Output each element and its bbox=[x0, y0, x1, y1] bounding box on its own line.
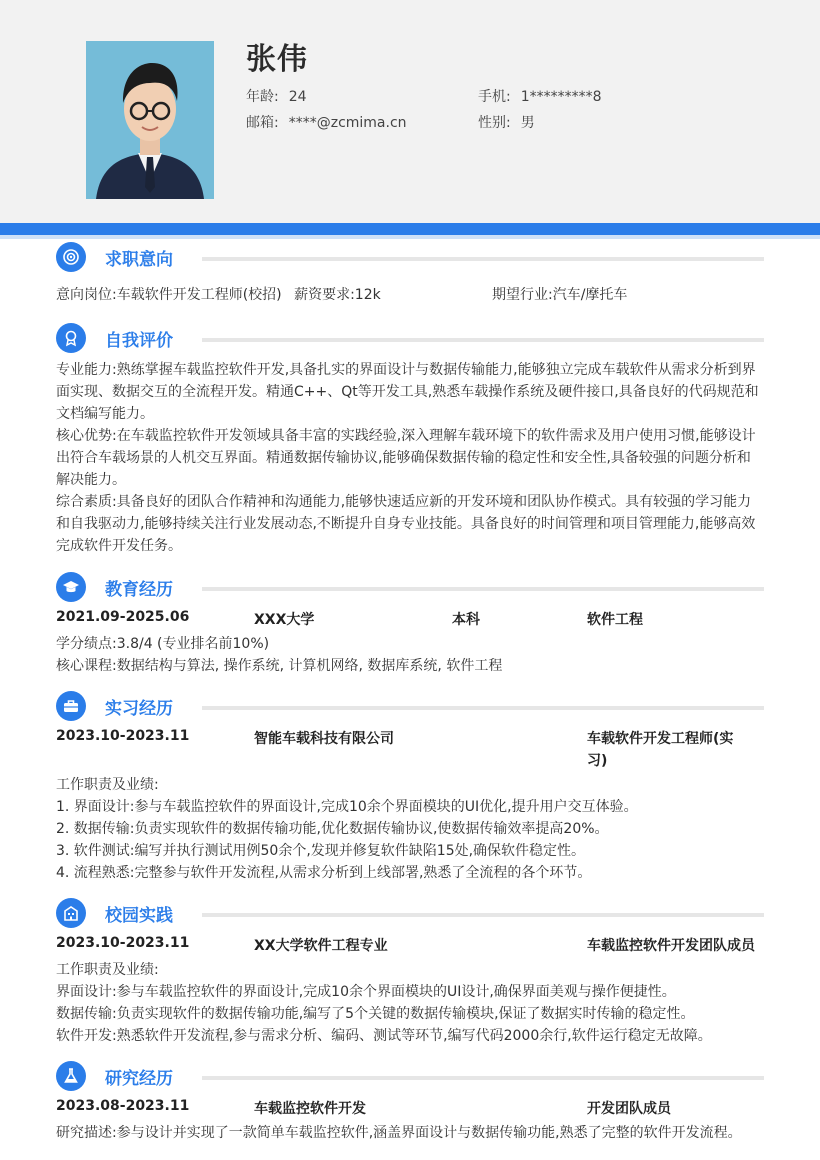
gender-label: 性别: bbox=[478, 115, 511, 131]
gender-info bbox=[478, 112, 535, 132]
campus-period: 2023.10-2023.11 bbox=[56, 935, 190, 951]
internship-role: 车载软件开发工程师(实 bbox=[587, 731, 734, 747]
section-research bbox=[56, 1061, 764, 1093]
job-intent-line bbox=[56, 284, 764, 306]
research-desc: 研究描述:参与设计并实现了一款简单车载监控软件,涵盖界面设计与数据传输功能,熟悉了完整的软件开发流程。 bbox=[56, 1125, 742, 1141]
section-title: 教育经历 bbox=[105, 580, 173, 600]
gender-value: 男 bbox=[520, 115, 535, 131]
section-title: 研究经历 bbox=[105, 1069, 173, 1089]
target-icon bbox=[56, 242, 86, 272]
internship-company: 智能车载科技有限公司 bbox=[254, 731, 394, 747]
self-eval-paragraph: 核心优势:在车载监控软件开发领域具备丰富的实践经验,深入理解车载环境下的软件需求及用户使用习惯,能够设计出符合车载场景的人机交互界面。精通数据传输协议,能够确保数据传输的稳定性和安全性,具备较强的问题分析和解决能力。 bbox=[56, 428, 756, 488]
email-label: 邮箱: bbox=[246, 115, 279, 131]
internship-period: 2023.10-2023.11 bbox=[56, 728, 190, 744]
campus-item: 软件开发:熟悉软件开发流程,参与需求分析、编码、测试等环节,编写代码2000余行,软件运行稳定无故障。 bbox=[56, 1028, 712, 1044]
briefcase-icon bbox=[56, 691, 86, 721]
campus-details bbox=[56, 959, 764, 1047]
internship-details bbox=[56, 774, 764, 884]
email-value: ****@zcmima.cn bbox=[288, 115, 407, 131]
section-internship bbox=[56, 691, 764, 723]
header-accent-stripe bbox=[0, 235, 820, 239]
internship-item: 3. 软件测试:编写并执行测试用例50余个,发现并修复软件缺陷15处,确保软件稳定性。 bbox=[56, 843, 586, 859]
graduation-cap-icon bbox=[56, 572, 86, 602]
age-info bbox=[246, 86, 307, 106]
internship-item: 4. 流程熟悉:完整参与软件开发流程,从需求分析到上线部署,熟悉了全流程的各个环节。 bbox=[56, 865, 592, 881]
internship-item: 1. 界面设计:参与车载监控软件的界面设计,完成10余个界面模块的UI优化,提升用户交互体验。 bbox=[56, 799, 638, 815]
section-education bbox=[56, 572, 764, 604]
section-self-evaluation bbox=[56, 323, 764, 355]
self-eval-paragraph: 专业能力:熟练掌握车载监控软件开发,具备扎实的界面设计与数据传输能力,能够独立完成车载软件从需求分析到界面实现、数据交互的全流程开发。精通C++、Qt等开发工具,熟悉车载操作系统及硬件接口,具备良好的代码规范和文档编写能力。 bbox=[56, 362, 759, 422]
section-divider bbox=[202, 1076, 764, 1080]
section-title: 校园实践 bbox=[105, 906, 173, 926]
building-icon bbox=[56, 898, 86, 928]
profile-photo bbox=[86, 41, 214, 199]
education-major: 软件工程 bbox=[587, 612, 643, 628]
research-role: 开发团队成员 bbox=[587, 1101, 671, 1117]
education-row bbox=[56, 609, 764, 631]
header-accent-bar bbox=[0, 223, 820, 235]
section-divider bbox=[202, 587, 764, 591]
intent-position: 意向岗位:车载软件开发工程师(校招) bbox=[56, 287, 282, 303]
campus-item: 数据传输:负责实现软件的数据传输功能,编写了5个关键的数据传输模块,保证了数据实时传输的稳定性。 bbox=[56, 1006, 695, 1022]
internship-row bbox=[56, 728, 764, 772]
intent-salary: 薪资要求:12k bbox=[294, 287, 381, 303]
self-eval-paragraph: 综合素质:具备良好的团队合作精神和沟通能力,能够快速适应新的开发环境和团队协作模式。具有较强的学习能力和自我驱动力,能够持续关注行业发展动态,不断提升自身专业技能。具备良好的时间管理和项目管理能力,能够高效完成软件开发任务。 bbox=[56, 494, 756, 554]
phone-label: 手机: bbox=[478, 89, 511, 105]
intent-industry: 期望行业:汽车/摩托车 bbox=[492, 287, 628, 303]
research-details bbox=[56, 1122, 764, 1144]
campus-org: XX大学软件工程专业 bbox=[254, 938, 388, 954]
campus-role: 车载监控软件开发团队成员 bbox=[587, 938, 755, 954]
section-title: 实习经历 bbox=[105, 699, 173, 719]
campus-item: 界面设计:参与车载监控软件的界面设计,完成10余个界面模块的UI设计,确保界面美观与操作便捷性。 bbox=[56, 984, 676, 1000]
award-icon bbox=[56, 323, 86, 353]
email-info bbox=[246, 112, 407, 132]
section-title: 自我评价 bbox=[105, 331, 173, 351]
resume-header bbox=[0, 0, 820, 223]
flask-icon bbox=[56, 1061, 86, 1091]
education-details bbox=[56, 633, 764, 677]
education-gpa: 学分绩点:3.8/4 (专业排名前10%) bbox=[56, 636, 270, 652]
campus-duties-label: 工作职责及业绩: bbox=[56, 962, 159, 978]
candidate-name: 张伟 bbox=[246, 42, 308, 77]
campus-row bbox=[56, 935, 764, 957]
research-project: 车载监控软件开发 bbox=[254, 1101, 366, 1117]
internship-item: 2. 数据传输:负责实现软件的数据传输功能,优化数据传输协议,使数据传输效率提高20%。 bbox=[56, 821, 609, 837]
internship-role-cont: 习) bbox=[587, 753, 608, 769]
section-divider bbox=[202, 913, 764, 917]
research-period: 2023.08-2023.11 bbox=[56, 1098, 190, 1114]
section-title: 求职意向 bbox=[105, 250, 173, 270]
self-evaluation-text bbox=[56, 359, 764, 557]
section-divider bbox=[202, 706, 764, 710]
phone-info bbox=[478, 86, 602, 106]
internship-duties-label: 工作职责及业绩: bbox=[56, 777, 159, 793]
section-campus-practice bbox=[56, 898, 764, 930]
age-label: 年龄: bbox=[246, 89, 279, 105]
age-value: 24 bbox=[288, 89, 307, 105]
education-courses: 核心课程:数据结构与算法, 操作系统, 计算机网络, 数据库系统, 软件工程 bbox=[56, 658, 503, 674]
phone-value: 1*********8 bbox=[520, 89, 602, 105]
section-divider bbox=[202, 257, 764, 261]
education-school: XXX大学 bbox=[254, 612, 315, 628]
education-period: 2021.09-2025.06 bbox=[56, 609, 190, 625]
education-degree: 本科 bbox=[452, 612, 480, 628]
section-job-intent bbox=[56, 242, 764, 274]
research-row bbox=[56, 1098, 764, 1120]
section-divider bbox=[202, 338, 764, 342]
